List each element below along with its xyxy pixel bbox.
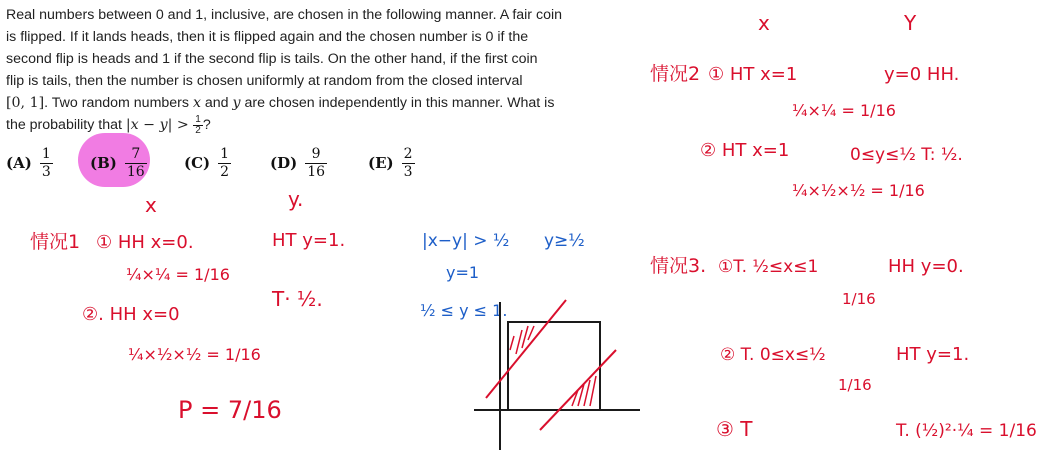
case1-row1-x: ① HH x=0. (96, 232, 194, 253)
case1-label: 情况1 (30, 231, 81, 253)
case3-row3-y: T. (½)²·¼ = 1/16 (896, 421, 1037, 441)
problem-line: [0, 1]. Two random numbers x and y are chosen independently in this manner. What is (6, 95, 555, 111)
shade-lower (572, 376, 596, 406)
problem-line: is flipped. If it lands heads, then it is flipped again and the chosen number is 0 if the (6, 29, 529, 45)
case3-label: 情况3. (650, 255, 707, 277)
var-y: y (232, 95, 241, 111)
problem-line: second flip is heads and 1 if the second flip is tails. On the other hand, if the first coin (6, 51, 538, 67)
choice-b[interactable]: (B) $\frac{7}{16}$ (90, 145, 145, 180)
case2-label: 情况2 (650, 63, 701, 85)
case3-row2-calc: 1/16 (838, 376, 872, 394)
var-x: x (192, 95, 201, 111)
case2-row2-x: ② HT x=1 (700, 140, 790, 161)
choice-c[interactable]: (C) $\frac{1}{2}$ (184, 145, 230, 180)
choice-d[interactable]: (D) $\frac{9}{16}$ (270, 145, 326, 180)
choice-e[interactable]: (E) $\frac{2}{3}$ (368, 145, 413, 180)
right-x-header: x (758, 11, 770, 35)
case1-row2-x: ②. HH x=0 (82, 304, 180, 325)
problem-line: Real numbers between 0 and 1, inclusive, are chosen in the following manner. A fair coin (6, 7, 563, 23)
condition: |x−y| > ½ (422, 231, 510, 251)
y-header: y. (288, 187, 304, 211)
half-le-y: ½ ≤ y ≤ 1. (420, 301, 508, 320)
case2-row2-y: 0≤y≤½ T: ½. (850, 145, 963, 165)
interval: [0, 1] (6, 95, 45, 111)
case1-row2-y: T· ½. (272, 287, 323, 311)
y-ge-half: y≥½ (544, 231, 585, 251)
choice-a[interactable]: (A) $\frac{1}{3}$ (6, 145, 51, 180)
case3-row1-x: ①T. ½≤x≤1 (718, 257, 819, 277)
case2-row2-calc: ¼×½×½ = 1/16 (792, 181, 925, 200)
case3-row3-x: ③ T (716, 417, 753, 441)
shade-upper (510, 326, 534, 354)
case1-row1-calc: ¼×¼ = 1/16 (126, 265, 230, 284)
probability-result: P = 7/16 (178, 396, 282, 424)
case3-row2-y: HT y=1. (896, 344, 970, 365)
problem-line: the probability that |x − y| > $\frac{1}{2}$ ? (6, 113, 211, 136)
problem-line: flip is tails, then the number is chosen uniformly at random from the closed interval (6, 73, 523, 89)
case2-row1-x: ① HT x=1 (708, 64, 798, 85)
x-header: x (145, 193, 157, 217)
case1-row1-y: HT y=1. (272, 230, 346, 251)
case3-row1-y: HH y=0. (888, 256, 964, 277)
case2-row1-y: y=0 HH. (884, 64, 960, 85)
case1-row2-calc: ¼×½×½ = 1/16 (128, 345, 261, 364)
abs-expression: |x − y| > (125, 117, 194, 133)
y-eq-1: y=1 (446, 263, 480, 282)
right-y-header: Y (904, 11, 917, 35)
region-sketch (474, 300, 640, 450)
case3-row1-calc: 1/16 (842, 290, 876, 308)
case2-row1-calc: ¼×¼ = 1/16 (792, 101, 896, 120)
half-fraction: $\frac{1}{2}$ (195, 113, 201, 136)
case3-row2-x: ② T. 0≤x≤½ (720, 345, 826, 365)
